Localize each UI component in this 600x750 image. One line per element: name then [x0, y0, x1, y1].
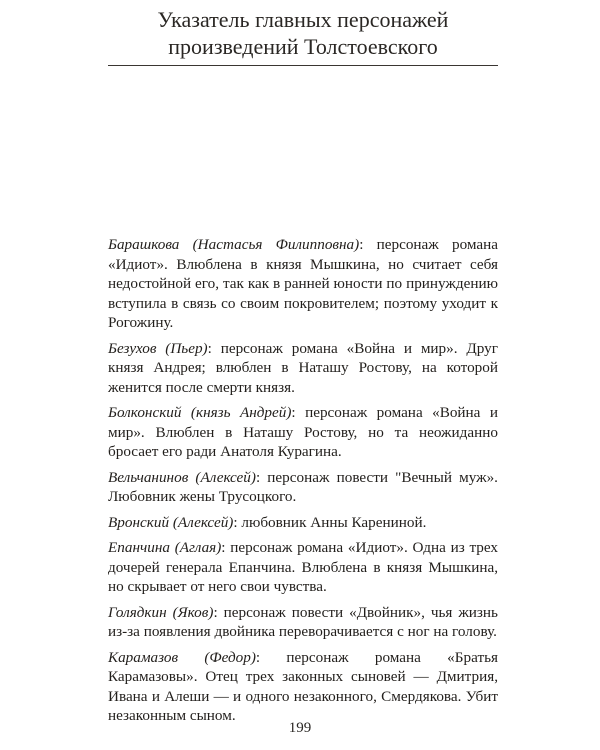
index-entry — [108, 468, 498, 507]
entry-name: Барашкова (Настасья Филипповна) — [108, 236, 360, 253]
entry-text: : персонаж романа «Война и мир». Влюблен в Наташу Ростову, но та неожиданно бросает его ради Анатоля Курагина. — [108, 404, 498, 460]
entry-text: : персонаж повести "Вечный муж». Любовник жены Трусоцкого. — [108, 468, 498, 505]
entry-text: : любовник Анны Карениной. — [233, 513, 427, 531]
entry-name: Епанчина (Аглая) — [108, 539, 222, 556]
entry-text: : персонаж романа «Война и мир». Друг князя Андрея; влюблен в Наташу Ростову, на которой женится после смерти князя. — [108, 339, 498, 396]
entry-text: : персонаж повести «Двойник», чья жизнь из-за появления двойника переворачивается с ног на голову. — [108, 603, 498, 640]
index-entry — [108, 513, 498, 533]
entry-name: Вельчанинов (Алексей) — [108, 468, 256, 486]
page-number: 199 — [288, 720, 312, 736]
index-entry — [108, 339, 498, 398]
entry-name: Болконский (князь Андрей) — [108, 404, 292, 421]
entry-name: Голядкин (Яков) — [108, 603, 214, 621]
entry-text: : персонаж романа «Идиот». Влюблена в князя Мышкина, но считает себя недостойной его, так как в ранней юности по принуждению вступила в связь со своим покровителем; поэтому уходит к Рогожину. — [108, 236, 498, 331]
header-title-line-2: произведений Толстоевского — [168, 34, 438, 59]
index-entry — [108, 538, 498, 597]
header-title-line-1: Указатель главных персонажей — [157, 7, 449, 32]
index-entry — [108, 603, 498, 642]
entry-text: : персонаж романа «Братья Карамазовы». Отец трех законных сыновей — Дмитрия, Ивана и Алеши — и одного незаконного, Смердякова. Убит незаконным сыном. — [108, 648, 498, 724]
entry-name: Безухов (Пьер) — [108, 339, 208, 357]
entry-name: Вронский (Алексей) — [108, 513, 234, 531]
page-header — [108, 6, 498, 60]
index-entry — [108, 235, 498, 333]
index-entry — [108, 648, 498, 726]
entry-text: : персонаж романа «Идиот». Одна из трех дочерей генерала Епанчина. Влюблена в князя Мышкина, но скрывает от него свои чувства. — [108, 539, 499, 595]
header-divider — [108, 65, 498, 66]
entry-name: Карамазов (Федор) — [108, 648, 256, 666]
index-entry — [108, 403, 498, 462]
character-index — [108, 235, 498, 732]
